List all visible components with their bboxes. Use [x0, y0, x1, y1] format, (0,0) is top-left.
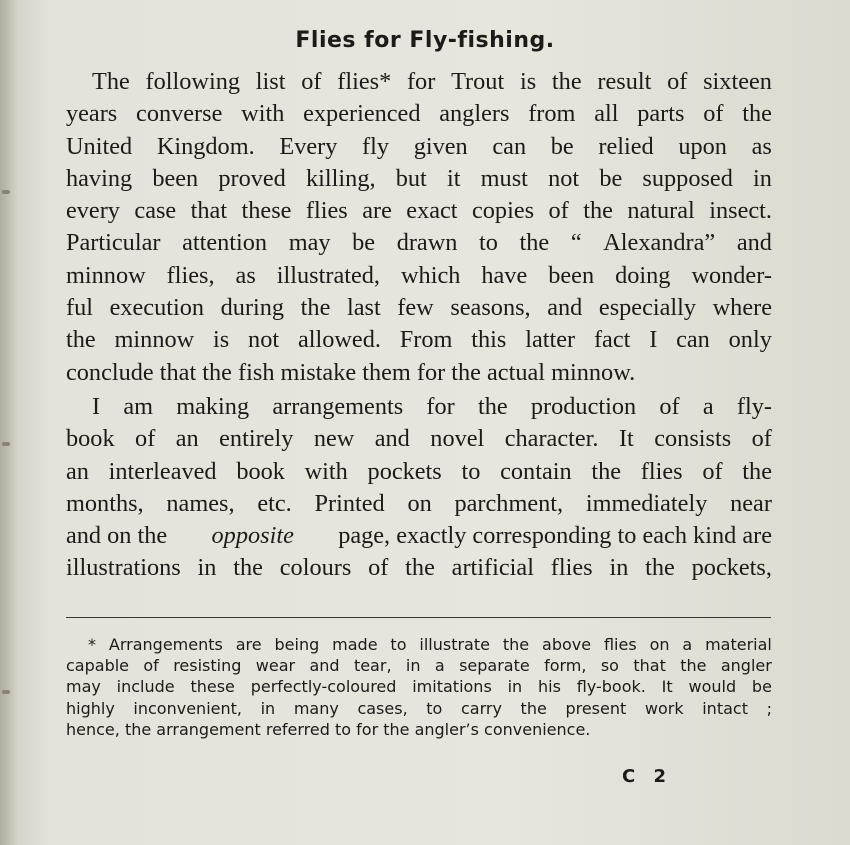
word: been: [548, 261, 595, 289]
word: only: [728, 326, 772, 354]
word: an: [175, 425, 199, 453]
word: illustrated,: [276, 261, 381, 289]
word: highly: [66, 698, 115, 718]
word: Particular: [66, 229, 161, 257]
word: perfectly-coloured: [250, 677, 397, 697]
word: latter: [525, 326, 576, 354]
word: of: [143, 656, 159, 676]
word: production: [530, 392, 637, 420]
word: every: [66, 197, 120, 225]
word: above: [542, 635, 592, 654]
word: flies: [550, 554, 593, 582]
word: parts: [637, 100, 685, 128]
footnote: [66, 634, 772, 740]
word: United: [66, 132, 133, 160]
word: experienced: [303, 100, 421, 128]
word: be: [751, 677, 772, 697]
text-line: [66, 391, 772, 423]
word: given: [413, 132, 468, 160]
word: exact: [406, 197, 458, 225]
word: in: [507, 677, 523, 697]
word: capable: [66, 656, 130, 676]
footnote-line: [66, 634, 772, 655]
word: arrangements: [272, 392, 404, 420]
word: anglers: [439, 100, 510, 128]
word: it: [446, 164, 461, 192]
word: of: [667, 68, 688, 95]
word: doing: [615, 261, 671, 289]
word: making: [176, 392, 250, 420]
word: novel: [430, 425, 485, 453]
word: that: [633, 656, 666, 676]
page-signature: C 2: [622, 766, 673, 787]
text-line: [66, 66, 772, 98]
word: his: [538, 677, 561, 697]
word: the: [300, 294, 331, 322]
word: material: [705, 635, 772, 654]
word: where: [712, 294, 772, 322]
word: It: [661, 677, 673, 697]
word: many: [293, 698, 339, 718]
word: with: [304, 457, 348, 485]
footnote-rule: [66, 617, 771, 618]
word: work: [644, 698, 684, 718]
word: imitations: [412, 677, 492, 697]
word: the: [66, 326, 96, 354]
word: inconvenient,: [133, 698, 242, 718]
word: may: [66, 677, 101, 697]
word: a: [682, 635, 693, 654]
word: natural: [627, 197, 695, 225]
text-line: [66, 195, 772, 227]
word: but: [395, 164, 427, 192]
word: book: [66, 425, 115, 453]
word: the: [742, 457, 772, 485]
word: ful: [66, 294, 93, 322]
word: flies*: [337, 68, 392, 95]
word: must: [480, 164, 528, 192]
word: tear,: [353, 656, 392, 676]
word: the: [583, 197, 613, 225]
word: flies: [603, 635, 637, 654]
word: killing,: [306, 164, 376, 192]
word: been: [152, 164, 199, 192]
word: Alexandra”: [603, 229, 716, 257]
text-line: [66, 131, 772, 163]
word: and: [547, 294, 583, 322]
word: having: [66, 164, 133, 192]
text-segment: and on the: [66, 522, 168, 550]
word: that: [190, 197, 228, 225]
word: the: [233, 554, 263, 582]
word: illustrations: [66, 554, 181, 582]
word: the: [405, 554, 435, 582]
word: attention: [182, 229, 268, 257]
word: Arrangements: [108, 635, 223, 654]
word: of: [548, 197, 569, 225]
word: Kingdom.: [156, 132, 255, 160]
word: From: [399, 326, 453, 354]
word: which: [401, 261, 461, 289]
word: etc.: [257, 489, 292, 517]
main-text: [66, 66, 772, 585]
word: on: [407, 489, 432, 517]
word: flies,: [166, 261, 215, 289]
word: in: [197, 554, 217, 582]
word: of: [751, 425, 772, 453]
word: to: [426, 698, 443, 718]
word: are: [235, 635, 262, 654]
word: list: [255, 68, 286, 95]
word: of: [368, 554, 389, 582]
word: I: [649, 326, 658, 354]
text-line: [66, 260, 772, 292]
binding-stitch: [2, 690, 10, 694]
word: angler: [720, 656, 772, 676]
word: in: [405, 656, 421, 676]
word: so: [600, 656, 619, 676]
word: names,: [166, 489, 235, 517]
word: copies: [472, 197, 535, 225]
word: an: [66, 457, 89, 485]
word: of: [702, 457, 723, 485]
word: sixteen: [703, 68, 772, 95]
word: Printed: [314, 489, 385, 517]
word: of: [659, 392, 680, 420]
word: intact: [702, 698, 748, 718]
word: the: [591, 457, 622, 485]
binding-stitch: [2, 442, 10, 446]
word: have: [481, 261, 528, 289]
word: in: [260, 698, 276, 718]
word: carry: [460, 698, 502, 718]
word: the: [742, 100, 772, 128]
text-line: [66, 227, 772, 259]
text-segment: page, exactly corresponding to each kind are: [338, 522, 772, 550]
word: form,: [544, 656, 587, 676]
word: from: [528, 100, 576, 128]
word: wonder-: [691, 261, 772, 289]
word: colours: [279, 554, 352, 582]
text-line-with-italic: [66, 520, 772, 552]
text-line: [66, 552, 772, 584]
word: minnow: [114, 326, 195, 354]
word: The: [92, 68, 130, 95]
word: the: [502, 635, 530, 654]
word: these: [241, 197, 292, 225]
word: wear: [255, 656, 296, 676]
word: of: [703, 100, 724, 128]
word: supposed: [642, 164, 733, 192]
footnote-line: [66, 676, 772, 697]
word: as: [235, 261, 256, 289]
word: with: [241, 100, 285, 128]
word: consists: [654, 425, 732, 453]
word: upon: [678, 132, 727, 160]
word: are: [362, 197, 392, 225]
word: to: [479, 229, 498, 257]
word: during: [220, 294, 285, 322]
word: fly: [362, 132, 390, 160]
word: contain: [500, 457, 572, 485]
word: pockets: [367, 457, 442, 485]
word: and: [736, 229, 772, 257]
text-line: [66, 456, 772, 488]
word: the: [520, 698, 547, 718]
word: on: [649, 635, 670, 654]
word: the: [680, 656, 707, 676]
word: character.: [504, 425, 599, 453]
word: these: [190, 677, 235, 697]
footnote-line: [66, 698, 772, 719]
word: resisting: [173, 656, 242, 676]
word: Trout: [451, 68, 505, 95]
word: insect.: [709, 197, 772, 225]
word: cases,: [357, 698, 408, 718]
word: last: [346, 294, 381, 322]
word: separate: [459, 656, 530, 676]
word: of: [135, 425, 156, 453]
word: not: [548, 164, 580, 192]
word: seasons,: [450, 294, 531, 322]
word: execution: [109, 294, 205, 322]
word: flies: [305, 197, 348, 225]
word: result: [597, 68, 652, 95]
word: illustrate: [419, 635, 490, 654]
word: be: [550, 132, 574, 160]
binding-stitch: [2, 190, 10, 194]
word: would: [688, 677, 737, 697]
word: in: [609, 554, 629, 582]
word: It: [618, 425, 634, 453]
word: case: [134, 197, 177, 225]
word: months,: [66, 489, 144, 517]
word: minnow: [66, 261, 146, 289]
word: flies: [640, 457, 683, 485]
word: a: [702, 392, 714, 420]
word: the: [551, 68, 582, 95]
page-heading: Flies for Fly-fishing.: [295, 28, 555, 53]
word: *: [88, 635, 96, 654]
word: may: [288, 229, 331, 257]
word: all: [594, 100, 619, 128]
word: entirely: [219, 425, 294, 453]
word: in: [753, 164, 772, 192]
text-line: [66, 292, 772, 324]
word: present: [565, 698, 627, 718]
word: fact: [593, 326, 631, 354]
word: can: [676, 326, 710, 354]
text-line: conclude that the fish mistake them for the actual minnow.: [66, 358, 636, 386]
word: allowed.: [297, 326, 381, 354]
word: be: [599, 164, 623, 192]
word: include: [116, 677, 175, 697]
footnote-line: hence, the arrangement referred to for the angler’s convenience.: [66, 719, 591, 739]
word: of: [301, 68, 322, 95]
word: is: [213, 326, 230, 354]
text-line: [66, 423, 772, 455]
word: artificial: [451, 554, 534, 582]
word: ;: [766, 698, 772, 718]
word: drawn: [396, 229, 458, 257]
word: especially: [598, 294, 697, 322]
word: following: [145, 68, 241, 95]
word: the: [519, 229, 550, 257]
word: and: [309, 656, 340, 676]
word: proved: [218, 164, 286, 192]
text-line: [66, 324, 772, 356]
footnote-line: [66, 655, 772, 676]
word: relied: [598, 132, 654, 160]
word: to: [461, 457, 481, 485]
word: pockets,: [691, 554, 772, 582]
word: this: [471, 326, 507, 354]
word: book: [236, 457, 285, 485]
word: for: [406, 68, 436, 95]
word: is: [519, 68, 537, 95]
word: parchment,: [454, 489, 564, 517]
word: not: [248, 326, 280, 354]
word: made: [332, 635, 378, 654]
word: new: [313, 425, 355, 453]
word: immediately: [585, 489, 708, 517]
italic-word: opposite: [211, 522, 294, 550]
word: and: [374, 425, 410, 453]
word: interleaved: [108, 457, 217, 485]
word: I: [92, 392, 101, 420]
word: converse: [136, 100, 223, 128]
text-line: [66, 163, 772, 195]
word: the: [477, 392, 508, 420]
word: being: [274, 635, 320, 654]
text-line: [66, 488, 772, 520]
word: be: [352, 229, 376, 257]
spine-shadow: [0, 0, 18, 845]
word: few: [397, 294, 434, 322]
word: to: [390, 635, 407, 654]
word: a: [434, 656, 445, 676]
word: “: [570, 229, 582, 257]
word: as: [751, 132, 772, 160]
text-line: [66, 98, 772, 130]
word: Every: [279, 132, 338, 160]
word: can: [492, 132, 527, 160]
word: years: [66, 100, 118, 128]
word: the: [645, 554, 675, 582]
word: for: [426, 392, 455, 420]
word: am: [123, 392, 153, 420]
word: near: [730, 489, 772, 517]
word: fly-book.: [576, 677, 646, 697]
word: fly-: [736, 392, 772, 420]
